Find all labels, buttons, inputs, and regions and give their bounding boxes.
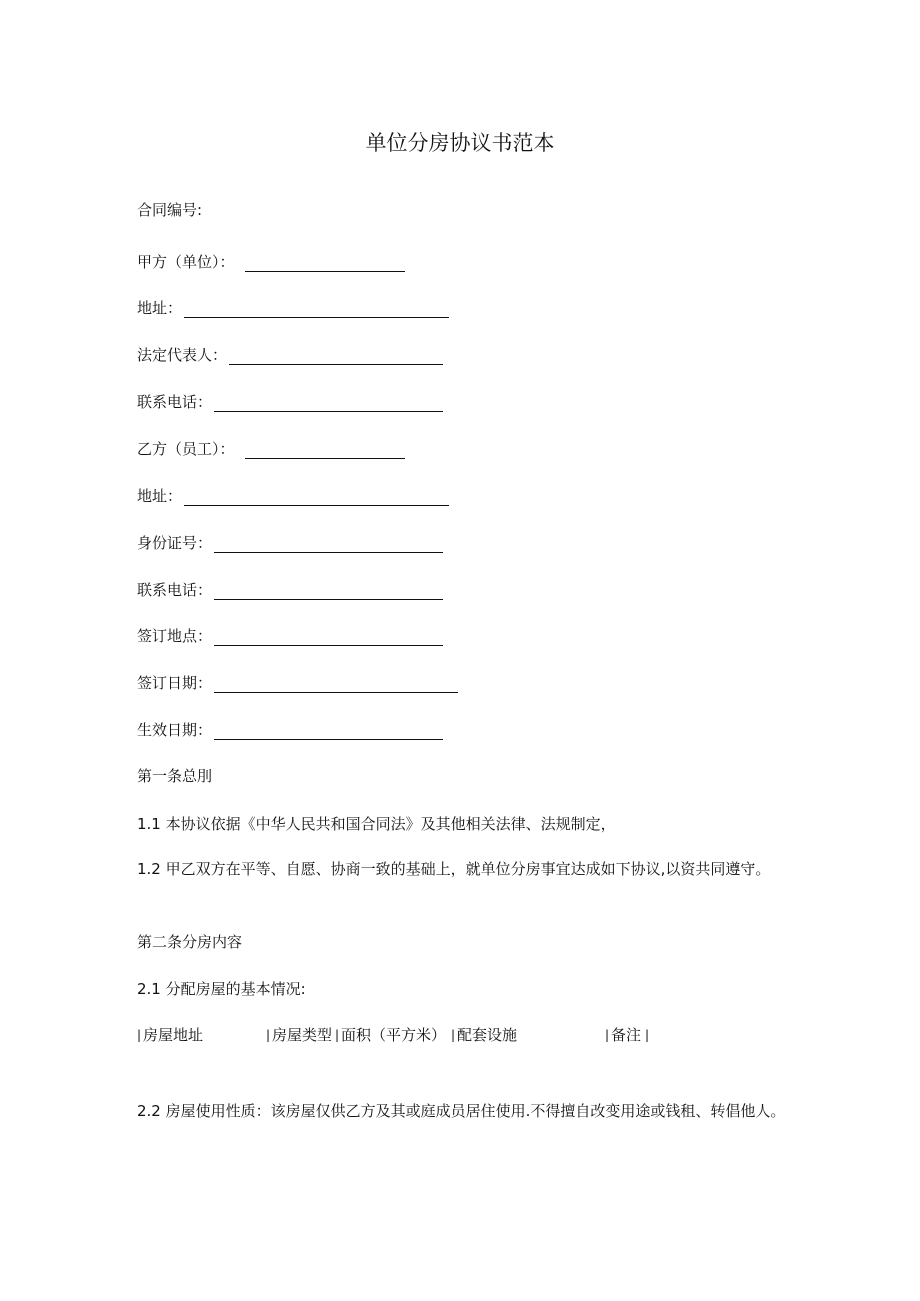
article-1-heading: 第一条总刖	[137, 767, 213, 785]
signing-date-field[interactable]	[137, 673, 458, 693]
signing-date-blank[interactable]	[214, 677, 458, 693]
party-b-label: 乙方（员工）：	[137, 440, 235, 458]
party-b-phone-field[interactable]	[137, 580, 443, 600]
contract-number-label: 合同编号:	[137, 201, 203, 219]
legal-representative-label: 法定代表人：	[137, 346, 228, 364]
column-separator: |	[605, 1028, 610, 1042]
signing-place-blank[interactable]	[214, 630, 443, 646]
party-b-field[interactable]	[137, 439, 405, 459]
header-house-type: 房屋类型	[272, 1026, 333, 1044]
id-number-blank[interactable]	[214, 537, 443, 553]
id-number-field[interactable]	[137, 533, 443, 553]
header-house-address: 房屋地址	[143, 1026, 204, 1044]
header-remarks: 备注	[611, 1026, 642, 1044]
party-a-field[interactable]	[137, 252, 405, 272]
party-b-blank[interactable]	[245, 443, 405, 459]
party-a-label: 甲方（单位）：	[137, 253, 235, 271]
column-separator: |	[645, 1028, 650, 1042]
party-b-address-field[interactable]	[137, 486, 449, 506]
party-a-address-blank[interactable]	[184, 302, 449, 318]
column-separator: |	[335, 1028, 340, 1042]
document-title: 单位分房协议书范本	[365, 131, 555, 155]
party-a-phone-field[interactable]	[137, 392, 443, 412]
party-a-blank[interactable]	[245, 256, 405, 272]
effective-date-blank[interactable]	[214, 724, 443, 740]
party-a-address-label: 地址：	[137, 299, 183, 317]
clause-2-2: 2.2 房屋使用性质：该房屋仅供乙方及其或庭成员居住使用.不得擅自改变用途或钱租、转倡他人。	[137, 1102, 786, 1120]
legal-representative-blank[interactable]	[229, 349, 443, 365]
party-b-address-label: 地址：	[137, 487, 183, 505]
signing-place-field[interactable]	[137, 626, 443, 646]
id-number-label: 身份证号：	[137, 534, 213, 552]
header-facilities: 配套设施	[457, 1026, 518, 1044]
legal-representative-field[interactable]	[137, 345, 443, 365]
article-2-heading: 第二条分房内容	[137, 933, 243, 951]
party-b-phone-blank[interactable]	[214, 584, 443, 600]
party-b-phone-label: 联系电话：	[137, 581, 213, 599]
column-separator: |	[266, 1028, 271, 1042]
effective-date-field[interactable]	[137, 720, 443, 740]
signing-place-label: 签订地点：	[137, 627, 213, 645]
party-b-address-blank[interactable]	[184, 490, 449, 506]
party-a-phone-blank[interactable]	[214, 396, 443, 412]
signing-date-label: 签订日期：	[137, 674, 213, 692]
party-a-phone-label: 联系电话：	[137, 393, 213, 411]
effective-date-label: 生效日期：	[137, 721, 213, 739]
clause-2-1: 2.1 分配房屋的基本情况:	[137, 980, 306, 998]
clause-1-1: 1.1 本协议依据《中华人民共和国合同法》及其他相关法律、法规制定，	[137, 815, 616, 833]
column-separator: |	[451, 1028, 456, 1042]
column-separator: |	[137, 1028, 142, 1042]
party-a-address-field[interactable]	[137, 298, 449, 318]
clause-1-2: 1.2 甲乙双方在平等、自愿、协商一致的基础上，就单位分房事宜达成如下协议,以资共同遵守。	[137, 860, 771, 878]
header-area: 面积（平方米）	[341, 1026, 447, 1044]
